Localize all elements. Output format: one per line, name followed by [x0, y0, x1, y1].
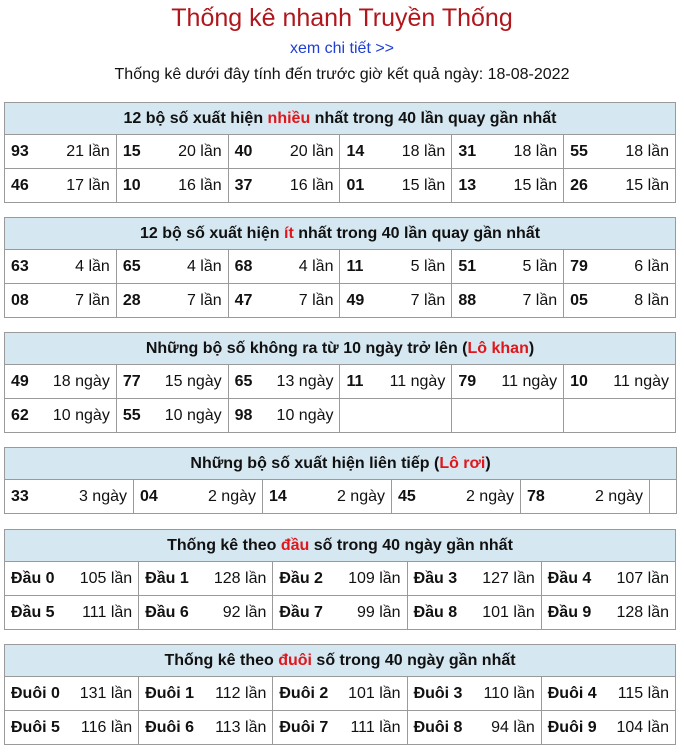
tail-cell	[5, 711, 139, 745]
number-value: 5 lần	[410, 257, 446, 275]
section-title-highlight: đầu	[280, 536, 310, 554]
number-value: 7 lần	[298, 291, 334, 309]
number-key: 79	[570, 257, 588, 275]
number-cell	[340, 365, 452, 399]
number-key: 33	[11, 487, 29, 505]
section-title-text: 12 bộ số xuất hiện	[139, 224, 284, 242]
tail-cell	[139, 711, 273, 745]
number-key: 88	[458, 291, 477, 309]
number-value: 2 ngày	[336, 487, 385, 505]
table-row	[5, 562, 676, 596]
number-cell	[5, 135, 117, 169]
head-value: 111 lần	[82, 603, 133, 621]
number-value: 8 lần	[634, 291, 669, 309]
section-title-text: Những bộ số xuất hiện liên tiếp (	[190, 454, 440, 472]
table-row	[5, 284, 676, 318]
number-key: 55	[570, 142, 588, 160]
head-value: 92 lần	[222, 603, 267, 621]
dau-stats-table	[4, 529, 676, 630]
most-frequent-table	[4, 102, 676, 203]
tail-cell	[139, 677, 273, 711]
tail-value: 94 lần	[491, 718, 535, 736]
number-key: 93	[11, 142, 29, 160]
page-title: Thống kê nhanh Truyền Thống	[171, 4, 513, 32]
number-value: 4 lần	[75, 257, 110, 275]
number-cell	[340, 169, 452, 203]
tail-key: Đuôi 0	[11, 684, 60, 702]
number-cell	[228, 399, 340, 433]
tail-value: 112 lần	[215, 684, 267, 702]
number-cell	[5, 169, 117, 203]
number-key: 08	[11, 291, 29, 309]
number-value: 3 ngày	[78, 487, 127, 505]
tail-value: 115 lần	[617, 684, 669, 702]
number-cell	[228, 169, 340, 203]
head-cell	[139, 596, 273, 630]
head-key: Đầu 9	[547, 603, 592, 621]
tail-cell	[5, 677, 139, 711]
number-cell	[5, 365, 117, 399]
number-key: 11	[346, 372, 364, 390]
head-key: Đầu 1	[145, 569, 189, 587]
number-cell	[116, 365, 228, 399]
section-title-text: 12 bộ số xuất hiện	[123, 109, 268, 127]
duoi-stats-table	[4, 644, 676, 745]
head-key: Đầu 7	[279, 603, 323, 621]
number-key: 37	[234, 176, 253, 194]
head-cell	[407, 562, 541, 596]
least-frequent-table	[4, 217, 676, 318]
number-cell	[116, 284, 228, 318]
number-key: 63	[11, 257, 29, 275]
lo-khan-table	[4, 332, 676, 433]
section-title-text: số trong 40 ngày gần nhất	[311, 651, 516, 669]
number-key: 01	[346, 176, 365, 194]
table-row	[5, 480, 677, 514]
section-title	[5, 103, 676, 135]
tail-value: 113 lần	[215, 718, 267, 736]
head-cell	[273, 596, 407, 630]
number-cell	[521, 480, 650, 514]
section-title-text: Những bộ số không ra từ 10 ngày trở lên (	[145, 339, 468, 357]
number-value: 15 lần	[513, 176, 558, 194]
table-row	[5, 365, 676, 399]
section-title-highlight: nhiều	[267, 109, 311, 127]
number-cell	[5, 480, 134, 514]
number-key: 04	[140, 487, 158, 505]
head-key: Đầu 0	[11, 569, 55, 587]
number-key: 26	[570, 176, 588, 194]
number-cell	[5, 399, 117, 433]
section-title-highlight: ít	[284, 224, 294, 242]
number-key: 28	[122, 291, 141, 309]
section-title-text: nhất trong 40 lần quay gần nhất	[293, 224, 541, 242]
number-cell	[340, 250, 452, 284]
number-key: 51	[458, 257, 477, 275]
number-key: 45	[398, 487, 416, 505]
number-key: 14	[269, 487, 287, 505]
number-key: 15	[122, 142, 141, 160]
head-key: Đầu 5	[11, 603, 55, 621]
tail-key: Đuôi 4	[547, 684, 597, 702]
number-value: 17 lần	[66, 176, 110, 194]
section-title-text: số trong 40 ngày gần nhất	[309, 536, 513, 554]
head-key: Đầu 8	[413, 603, 458, 621]
tail-key: Đuôi 6	[145, 718, 195, 736]
section-title-text: Thống kê theo	[164, 651, 279, 669]
section-title-highlight: Lô rơi	[439, 454, 486, 472]
tail-value: 131 lần	[79, 684, 133, 702]
number-value: 11 ngày	[501, 372, 558, 390]
number-cell	[392, 480, 521, 514]
number-cell	[5, 250, 117, 284]
section-title-text: )	[528, 339, 535, 357]
number-key: 79	[458, 372, 477, 390]
number-value: 5 lần	[522, 257, 558, 275]
tail-cell	[407, 711, 541, 745]
tail-value: 101 lần	[348, 684, 401, 702]
number-value: 4 lần	[298, 257, 334, 275]
number-value: 2 ngày	[207, 487, 256, 505]
number-value: 10 ngày	[164, 406, 222, 424]
number-key: 11	[346, 257, 364, 275]
number-cell	[228, 365, 340, 399]
section-title-text: Thống kê theo	[167, 536, 281, 554]
number-key: 46	[11, 176, 29, 194]
number-value: 11 ngày	[389, 372, 446, 390]
number-value: 7 lần	[186, 291, 222, 309]
table-row	[5, 399, 676, 433]
number-cell	[116, 250, 228, 284]
tail-key: Đuôi 8	[413, 718, 463, 736]
number-cell	[116, 135, 228, 169]
number-key: 13	[458, 176, 477, 194]
number-value: 6 lần	[634, 257, 669, 275]
number-cell	[564, 365, 676, 399]
number-key: 10	[122, 176, 141, 194]
number-key: 31	[458, 142, 477, 160]
number-key: 14	[346, 142, 365, 160]
table-row	[5, 711, 676, 745]
tail-key: Đuôi 7	[279, 718, 329, 736]
number-value: 20 lần	[178, 142, 222, 160]
number-key: 49	[346, 291, 365, 309]
number-value: 7 lần	[522, 291, 558, 309]
number-cell	[228, 250, 340, 284]
section-title	[5, 530, 676, 562]
number-value: 18 lần	[625, 142, 669, 160]
number-cell	[564, 169, 676, 203]
number-value: 16 lần	[289, 176, 334, 194]
head-cell	[541, 596, 675, 630]
number-value: 10 ngày	[276, 406, 334, 424]
section-title-text: )	[485, 454, 491, 472]
number-key: 47	[234, 291, 253, 309]
section-title	[5, 218, 676, 250]
number-value: 15 lần	[401, 176, 446, 194]
number-key: 68	[234, 257, 253, 275]
number-cell	[228, 284, 340, 318]
tail-key: Đuôi 9	[547, 718, 597, 736]
number-cell	[452, 135, 564, 169]
number-value: 18 lần	[513, 142, 558, 160]
number-cell	[564, 135, 676, 169]
number-value: 7 lần	[75, 291, 110, 309]
number-value: 11 ngày	[613, 372, 669, 390]
number-value: 21 lần	[66, 142, 110, 160]
detail-link[interactable]: xem chi tiết >>	[289, 40, 395, 57]
number-cell	[340, 284, 452, 318]
number-value: 7 lần	[410, 291, 446, 309]
number-key: 78	[527, 487, 545, 505]
number-cell	[134, 480, 263, 514]
empty-cell	[452, 399, 564, 433]
number-cell	[116, 399, 228, 433]
subtitle: Thống kê dưới đây tính đến trước giờ kết quả ngày: 18-08-2022	[114, 66, 570, 83]
number-value: 18 ngày	[52, 372, 110, 390]
head-key: Đầu 2	[279, 569, 323, 587]
number-cell	[452, 284, 564, 318]
number-cell	[452, 250, 564, 284]
number-cell	[263, 480, 392, 514]
number-value: 20 lần	[289, 142, 334, 160]
number-value: 18 lần	[401, 142, 446, 160]
head-cell	[407, 596, 541, 630]
number-value: 10 ngày	[52, 406, 110, 424]
head-value: 105 lần	[79, 569, 133, 587]
number-key: 65	[234, 372, 253, 390]
tail-value: 116 lần	[80, 718, 133, 736]
section-title	[5, 645, 676, 677]
table-row	[5, 677, 676, 711]
tail-cell	[541, 711, 675, 745]
number-value: 15 lần	[625, 176, 669, 194]
number-cell	[564, 250, 676, 284]
tail-value: 111 lần	[350, 718, 401, 736]
tail-cell	[541, 677, 675, 711]
head-key: Đầu 3	[413, 569, 458, 587]
number-key: 62	[11, 406, 29, 424]
table-row	[5, 250, 676, 284]
tail-cell	[273, 711, 407, 745]
number-value: 2 ngày	[465, 487, 514, 505]
tail-key: Đuôi 5	[11, 718, 60, 736]
number-value: 13 ngày	[276, 372, 334, 390]
empty-cell	[340, 399, 452, 433]
tail-cell	[407, 677, 541, 711]
number-key: 40	[234, 142, 253, 160]
number-cell	[116, 169, 228, 203]
head-cell	[541, 562, 675, 596]
section-title	[5, 333, 676, 365]
section-title	[5, 448, 677, 480]
empty-cell	[650, 480, 677, 514]
tail-value: 104 lần	[616, 718, 669, 736]
section-title-highlight: Lô khan	[467, 339, 529, 357]
head-value: 99 lần	[356, 603, 401, 621]
number-value: 4 lần	[186, 257, 222, 275]
number-key: 65	[122, 257, 141, 275]
number-key: 05	[570, 291, 588, 309]
tail-value: 110 lần	[483, 684, 535, 702]
table-row	[5, 169, 676, 203]
number-key: 55	[122, 406, 141, 424]
head-value: 128 lần	[616, 603, 669, 621]
number-key: 98	[234, 406, 253, 424]
number-cell	[452, 169, 564, 203]
head-cell	[273, 562, 407, 596]
table-row	[5, 135, 676, 169]
head-cell	[5, 562, 139, 596]
number-value: 15 ngày	[164, 372, 222, 390]
number-value: 2 ngày	[594, 487, 643, 505]
number-key: 10	[570, 372, 588, 390]
lo-roi-table	[4, 447, 677, 514]
number-cell	[5, 284, 117, 318]
head-value: 128 lần	[213, 569, 267, 587]
head-value: 101 lần	[482, 603, 535, 621]
head-key: Đầu 6	[145, 603, 189, 621]
tail-key: Đuôi 2	[279, 684, 329, 702]
head-value: 109 lần	[348, 569, 401, 587]
number-key: 77	[122, 372, 141, 390]
number-value: 16 lần	[178, 176, 222, 194]
tail-key: Đuôi 3	[413, 684, 463, 702]
section-title-text: nhất trong 40 lần quay gần nhất	[310, 109, 557, 127]
tail-cell	[273, 677, 407, 711]
head-cell	[139, 562, 273, 596]
head-value: 127 lần	[482, 569, 535, 587]
empty-cell	[564, 399, 676, 433]
number-key: 49	[11, 372, 29, 390]
head-cell	[5, 596, 139, 630]
section-title-highlight: đuôi	[278, 651, 312, 669]
number-cell	[340, 135, 452, 169]
table-row	[5, 596, 676, 630]
head-value: 107 lần	[616, 569, 669, 587]
number-cell	[564, 284, 676, 318]
head-key: Đầu 4	[547, 569, 592, 587]
number-cell	[228, 135, 340, 169]
tail-key: Đuôi 1	[145, 684, 195, 702]
number-cell	[452, 365, 564, 399]
